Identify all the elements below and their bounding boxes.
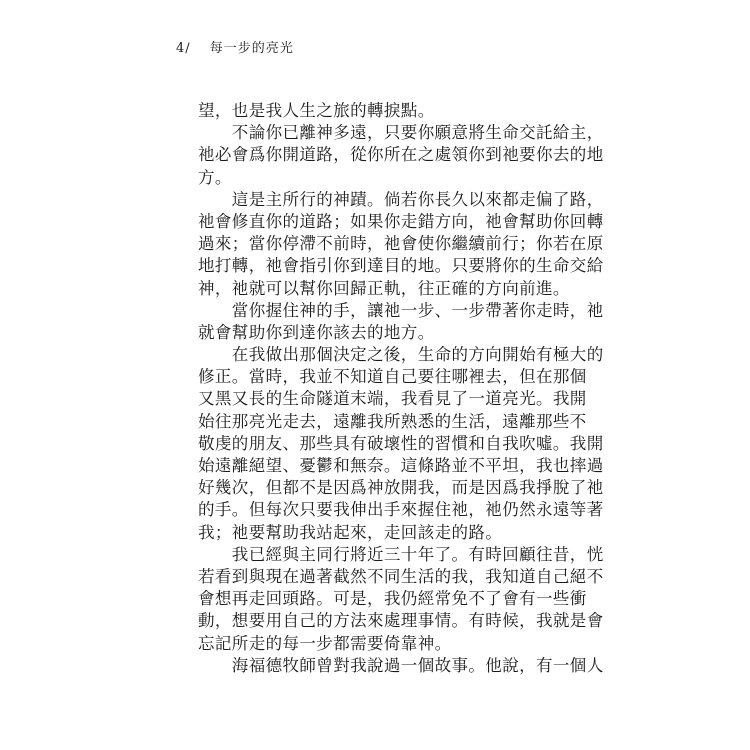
text-line: 又黑又長的生命隧道末端，我看見了一道亮光。我開 [198,389,587,409]
text-line: 望，也是我人生之旅的轉捩點。 [198,101,435,120]
text-line: 在我做出那個決定之後，生命的方向開始有極大的 [198,345,604,365]
text-line: 祂必會爲你開道路，從你所在之處領你到祂要你去的地 [198,145,604,165]
text-line: 修正。當時，我並不知道自己要往哪裡去，但在那個 [198,367,587,387]
text-line: 始往那亮光走去，遠離我所熟悉的生活，遠離那些不 [198,411,587,431]
text-line: 好幾次，但都不是因爲神放開我，而是因爲我掙脫了祂 [198,478,604,498]
text-line: 動，想要用自己的方法來處理事情。有時候，我就是會 [198,611,604,631]
text-line: 方。 [198,167,232,187]
book-title: 每一步的亮光 [209,41,294,56]
page-number: 4/ [176,41,191,56]
text-line: 當你握住神的手，讓祂一步、一步帶著你走時，祂 [198,300,604,320]
text-line: 敬虔的朋友、那些具有破壞性的習慣和自我吹噓。我開 [198,433,604,453]
text-line: 若看到與現在過著截然不同生活的我，我知道自己絕不 [198,566,604,586]
text-line: 地打轉，祂會指引你到達目的地。只要將你的生命交給 [198,256,604,276]
text-line: 不論你已離神多遠，只要你願意將生命交託給主， [198,123,604,143]
text-line: 神，祂就可以幫你回歸正軌，往正確的方向前進。 [198,278,570,298]
text-line: 這是主所行的神蹟。倘若你長久以來都走偏了路， [198,189,604,209]
body-text [198,100,604,677]
running-header [176,37,294,56]
text-line: 過來；當你停滯不前時，祂會使你繼續前行；你若在原 [198,234,604,254]
text-line: 我；祂要幫助我站起來，走回該走的路。 [198,522,503,542]
text-line: 忘記所走的每一步都需要倚靠神。 [198,633,452,653]
text-line: 的手。但每次只要我伸出手來握住祂，祂仍然永遠等著 [198,500,604,520]
text-line: 始遠離絕望、憂鬱和無奈。這條路並不平坦，我也摔過 [198,456,604,475]
text-line: 海福德牧師曾對我說過一個故事。他說，有一個人 [198,655,604,675]
text-line: 就會幫助你到達你該去的地方。 [198,322,435,342]
text-line: 祂會修直你的道路；如果你走錯方向，祂會幫助你回轉 [198,211,604,231]
text-line: 會想再走回頭路。可是，我仍經常免不了會有一些衝 [198,589,587,609]
text-line: 我已經與主同行將近三十年了。有時回顧往昔，恍 [198,544,604,564]
